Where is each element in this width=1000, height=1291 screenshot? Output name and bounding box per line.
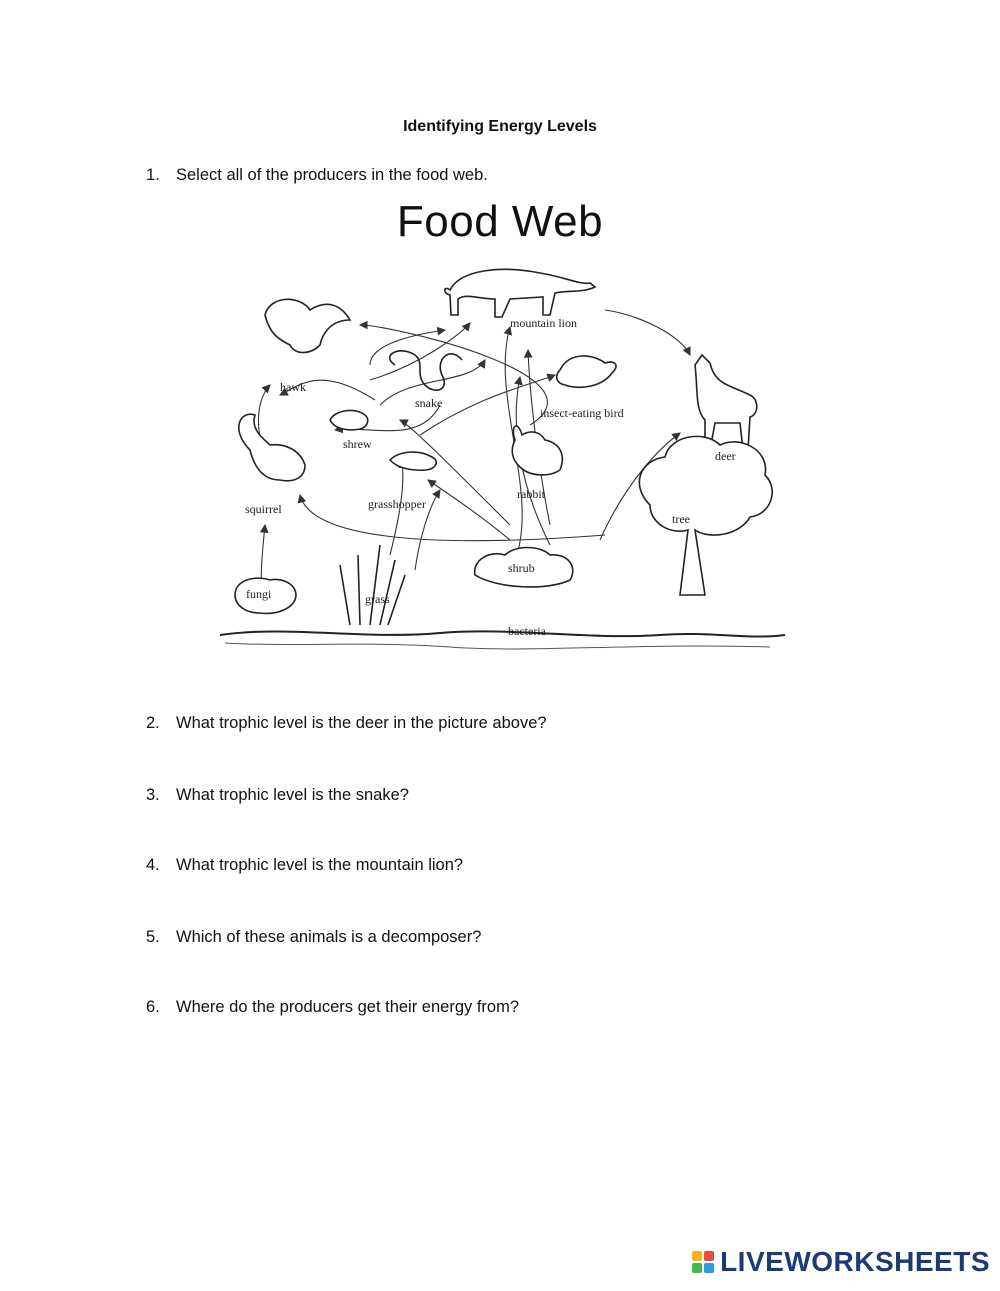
question-number: 2.: [146, 714, 160, 732]
question-text: What trophic level is the deer in the picture above?: [176, 714, 547, 732]
question-number: 3.: [146, 786, 160, 804]
tree-icon: [639, 436, 772, 595]
logo-square: [704, 1251, 714, 1261]
brand-text: LIVEWORKSHEETS: [720, 1246, 990, 1277]
food-web-illustration: [210, 195, 790, 670]
ground-line: [220, 631, 785, 636]
question-number: 1.: [146, 166, 160, 184]
question-text: What trophic level is the snake?: [176, 786, 409, 804]
question-6: [146, 998, 519, 1017]
mountain-lion-icon: [445, 269, 595, 317]
ground-texture: [225, 643, 770, 649]
shrew-icon: [330, 410, 368, 429]
question-3: [146, 786, 409, 805]
hawk-icon: [265, 299, 350, 352]
question-number: 6.: [146, 998, 160, 1016]
question-5: [146, 928, 481, 947]
label-squirrel: squirrel: [245, 502, 282, 516]
insect-eating-bird-icon: [557, 356, 616, 387]
grass-icon: [340, 545, 405, 625]
label-rabbit: rabbit: [517, 487, 545, 501]
label-tree: tree: [672, 512, 690, 526]
question-number: 5.: [146, 928, 160, 946]
label-deer: deer: [715, 449, 736, 463]
label-mountain-lion: mountain lion: [510, 316, 577, 330]
question-text: What trophic level is the mountain lion?: [176, 856, 464, 874]
label-insect-eating-bird: insect-eating bird: [540, 406, 624, 420]
question-text: Where do the producers get their energy from?: [176, 998, 520, 1016]
squirrel-icon: [239, 414, 305, 481]
liveworksheets-brand[interactable]: [692, 1247, 990, 1277]
liveworksheets-logo-icon: [692, 1251, 714, 1273]
label-grasshopper: grasshopper: [368, 497, 426, 511]
rabbit-icon: [512, 426, 562, 475]
label-grass: grass: [365, 592, 390, 606]
snake-icon: [390, 351, 462, 390]
label-snake: snake: [415, 396, 443, 410]
worksheet-title: Identifying Energy Levels: [403, 118, 597, 135]
question-1: [146, 166, 488, 185]
label-hawk: hawk: [280, 380, 306, 394]
question-text: Select all of the producers in the food web.: [176, 166, 488, 184]
label-shrew: shrew: [343, 437, 372, 451]
label-shrub: shrub: [508, 561, 535, 575]
question-2: [146, 714, 547, 733]
food-web-diagram[interactable]: [210, 195, 790, 670]
deer-icon: [695, 355, 757, 450]
logo-square: [692, 1263, 702, 1273]
label-bacteria: bacteria: [508, 624, 546, 638]
logo-square: [704, 1263, 714, 1273]
logo-square: [692, 1251, 702, 1261]
question-4: [146, 856, 463, 875]
label-fungi: fungi: [246, 587, 272, 601]
food-web-title: Food Web: [396, 197, 604, 246]
grasshopper-icon: [390, 452, 436, 470]
question-number: 4.: [146, 856, 160, 874]
question-text: Which of these animals is a decomposer?: [176, 928, 482, 946]
